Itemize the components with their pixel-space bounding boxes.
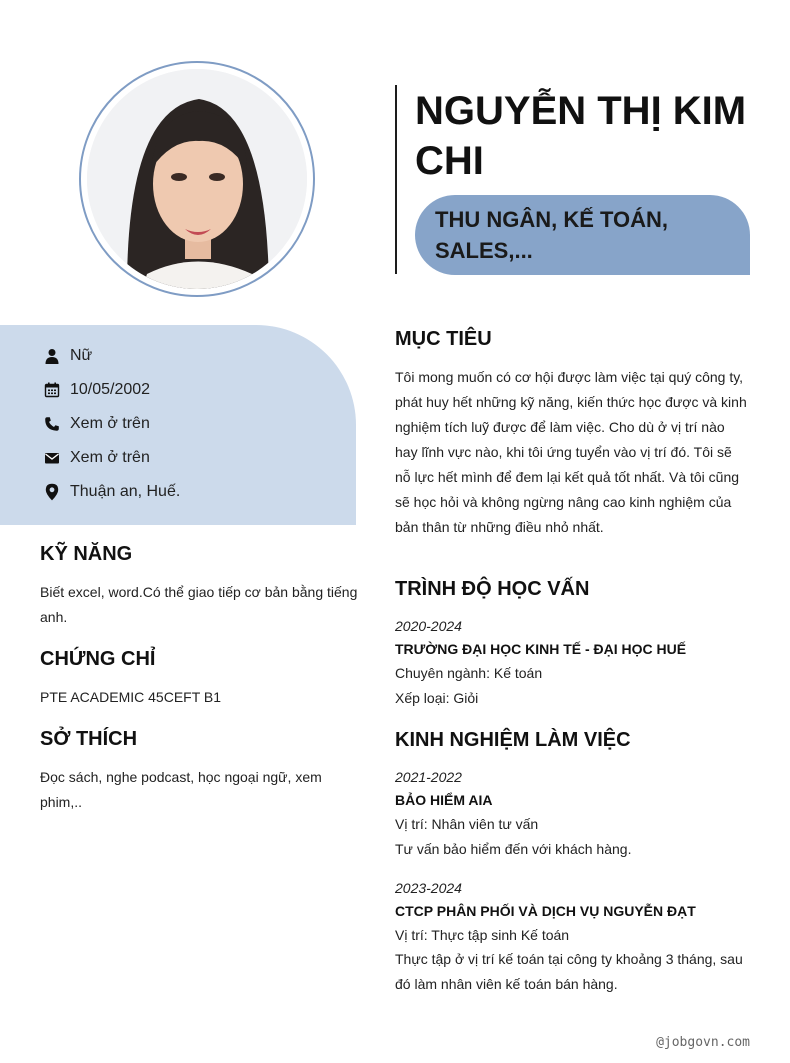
education-school: TRƯỜNG ĐẠI HỌC KINH TẾ - ĐẠI HỌC HUẾ: [395, 641, 687, 657]
profile-photo-frame: [79, 61, 315, 297]
education-major: Chuyên ngành: Kế toán: [395, 665, 543, 681]
objective-text: Tôi mong muốn có cơ hội được làm việc tại quý công ty, phát huy hết những kỹ năng, kiến thức học được và kinh nghiệm tích luỹ được để làm việc. Cho dù ở vị trí nào hay lĩnh vực nào, khi tôi ứng tuyển vào vị trí đó. Tôi sẽ nỗ lực hết mình để đem lại kết quả tốt nhất. Và tôi cũng sẽ học hỏi và không ngừng nâng cao kinh nghiệm của bản thân từ những điều nhỏ nhất.: [395, 369, 747, 535]
experience-heading: KINH NGHIỆM LÀM VIỆC: [395, 729, 631, 751]
job-position: Vị trí: Thực tập sinh Kế toán: [395, 927, 570, 943]
education-period: 2020-2024: [395, 618, 462, 634]
name-divider: [395, 85, 397, 274]
contact-gender: [42, 344, 92, 368]
job-period: 2021-2022: [395, 769, 462, 785]
profile-photo: [87, 69, 307, 289]
certificates-text: PTE ACADEMIC 45CEFT B1: [40, 689, 222, 705]
skills-text: Biết excel, word.Có thể giao tiếp cơ bản bằng tiếng anh.: [40, 584, 358, 625]
gender-value: Nữ: [70, 347, 93, 364]
objective-heading: MỤC TIÊU: [395, 328, 492, 350]
skills-heading: KỸ NĂNG: [40, 543, 133, 565]
contact-birthdate: [42, 378, 150, 402]
birthdate-value: 10/05/2002: [70, 381, 151, 398]
desired-role: THU NGÂN, KẾ TOÁN, SALES,...: [435, 207, 669, 263]
role-banner: [415, 195, 750, 275]
job-company: BẢO HIỂM AIA: [395, 792, 493, 808]
watermark: @jobgovn.com: [656, 1035, 750, 1050]
education-heading: TRÌNH ĐỘ HỌC VẤN: [395, 578, 590, 600]
hobbies-heading: SỞ THÍCH: [40, 728, 138, 750]
job-company: CTCP PHÂN PHỐI VÀ DỊCH VỤ NGUYỄN ĐẠT: [395, 903, 696, 919]
contact-phone: [42, 412, 150, 436]
phone-value: Xem ở trên: [70, 415, 150, 432]
address-value: Thuận an, Huế.: [70, 483, 181, 500]
location-pin-icon: [42, 482, 62, 502]
email-icon: [42, 448, 62, 468]
calendar-icon: [42, 380, 62, 400]
job-description: Thực tập ở vị trí kế toán tại công ty khoảng 3 tháng, sau đó làm nhân viên kế toán bán hàng.: [395, 951, 743, 992]
job-position: Vị trí: Nhân viên tư vấn: [395, 816, 539, 832]
hobbies-text: Đọc sách, nghe podcast, học ngoại ngữ, xem phim,..: [40, 769, 322, 810]
education-rank: Xếp loại: Giỏi: [395, 690, 479, 706]
email-value: Xem ở trên: [70, 449, 150, 466]
contact-email: [42, 446, 150, 470]
phone-icon: [42, 414, 62, 434]
candidate-name: NGUYỄN THỊ KIM CHI: [415, 89, 747, 183]
job-description: Tư vấn bảo hiểm đến với khách hàng.: [395, 841, 632, 857]
job-period: 2023-2024: [395, 880, 462, 896]
person-icon: [42, 346, 62, 366]
certificates-heading: CHỨNG CHỈ: [40, 648, 156, 670]
contact-address: [42, 480, 180, 504]
